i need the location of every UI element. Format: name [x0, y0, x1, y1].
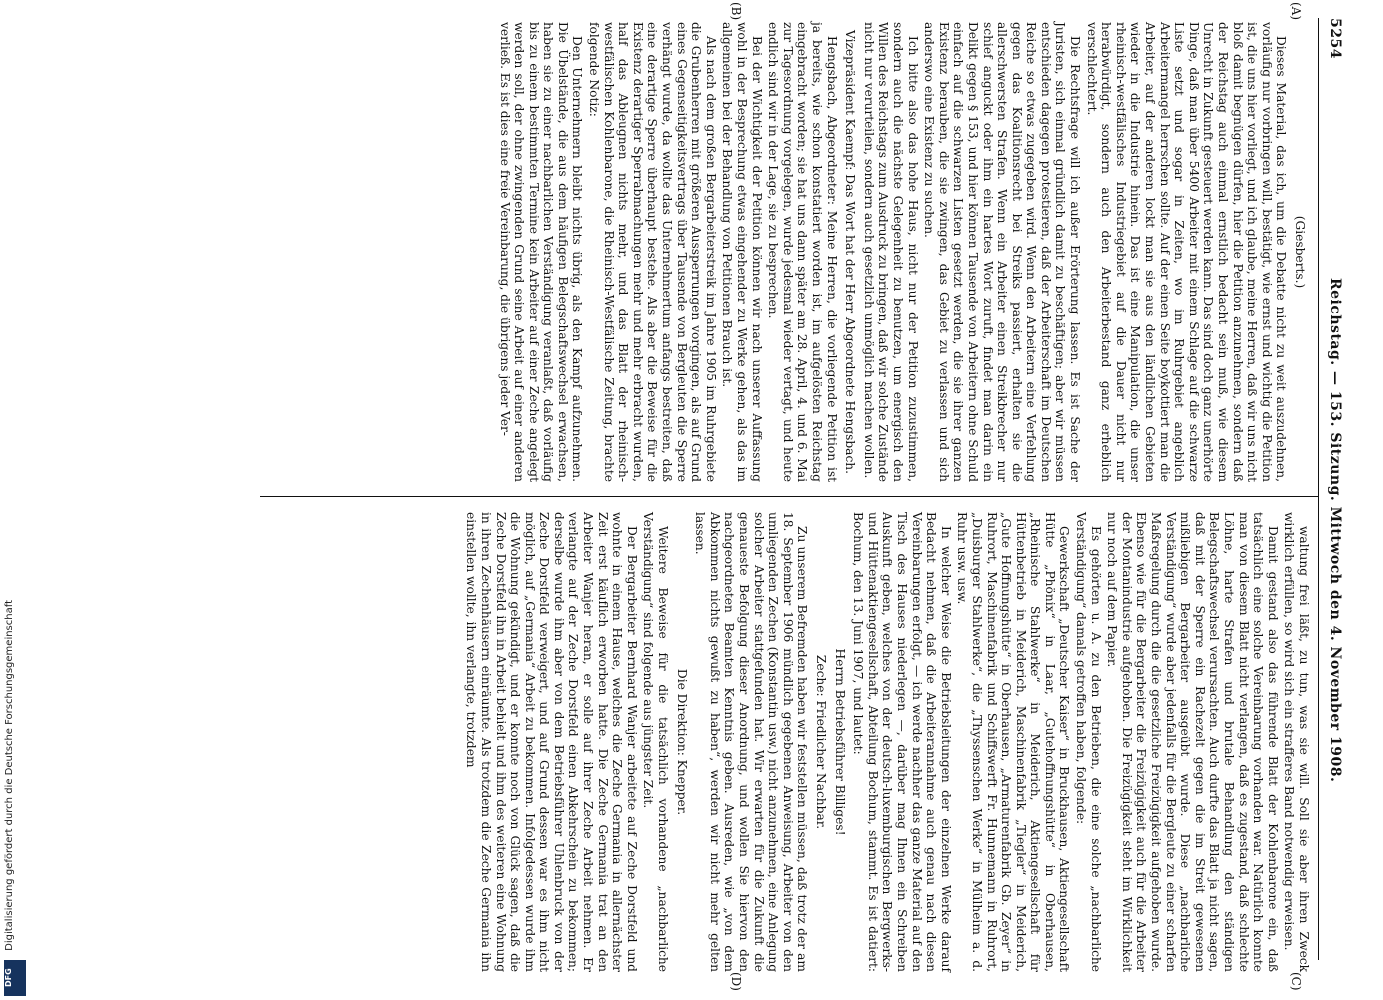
margin-letter-b: (B) — [729, 2, 743, 21]
funding-note: Digitalisierung gefördert durch die Deutsche Forschungsgemeinschaft — [4, 600, 15, 951]
paragraph: waltung frei läßt, zu tun, was sie will. Soll sie aber ihren Zweck wirklich erfüllen, so wird sich ein strafferes Band notwendig erweisen. — [1282, 512, 1311, 972]
letter-salutation: Herrn Betriebsführer Billiges! — [832, 648, 847, 836]
margin-letter-d: (D) — [729, 972, 743, 991]
paragraph: Hengsbach, Abgeordneter: Meine Herren, die vorliegende Petition ist ja bereits, wie schon konstatiert worden ist, im aufgelösten Reichstag eingebracht worden; sie hat uns dann später am 28. April, 4. und 6. Mai zur Tagesordnung vorgelegen, wurde jedesmal wieder vertagt, und heute endlich sind wir in der Lage, sie zu besprechen. — [766, 22, 839, 482]
page-number: 5254 — [1327, 18, 1343, 59]
paragraph: Die Rechtsfrage will ich außer Erörterung lassen. Es ist Sache der Juristen, sich einmal gründlich damit zu beschäftigen; aber wir müssen entschieden dagegen protestieren, daß der Arbeiterschaft im Deutschen Reiche so etwas zugegeben wird. Wenn den Arbeitern eine Verfehlung gegen das Koalitionsrecht bei Streiks passiert, erhalten sie die allerschwersten Strafen. Wenn ein Arbeiter einen Streikbrecher nur schief anguckt oder ihm ein hartes Wort zuruft, findet man darin ein Delikt gegen § 153, und hier können Tausende von Arbeitern ohne Schuld einfach auf die schwarzen Listen gesetzt werden, die sie ihrer ganzen Existenz berauben, die sie zwingen, das Gebiet zu verlassen und sich anderswo eine Existenz zu suchen. — [922, 22, 1083, 482]
paragraph: Damit gestand also das führende Blatt der Kohlenbarone ein, daß tatsächlich eine solche Vereinbarung vorhanden war. Natürlich konnte man von diesem Blatt nicht verlangen, daß es zugestand, daß schlechte Löhne, harte Strafen und brutale Behandlung den ständigen Belegschaftswechsel verursachten. Auch durfte das Blatt ja nicht sagen, daß mit der Sperre ein Rachezelt gegen die im Streit gewesenen mißliebigen Bergarbeiter ausgeübt wurde. Diese „nachbarliche Verständigung“ wurde aber jedenfalls für die Bergleute zu einer scharfen Maßregelung durch die die gesetzliche Freizügigkeit aufgehoben wurde. Ebenso wie für die Bergarbeiter die Freizügigkeit auch für die Arbeiter der Montanindustrie aufgehoben. Die Freizügigkeit steht im Wirklichkeit nur noch auf dem Papier. — [1105, 512, 1280, 972]
margin-letter-a: (A) — [1289, 2, 1303, 21]
speaker-announcement: Vizepräsident Kaempf: Das Wort hat der Herr Abgeordnete Hengsbach. — [843, 30, 858, 474]
letter-subject: Zeche: Friedlicher Nachbar. — [814, 654, 828, 830]
margin-letter-c: (C) — [1289, 972, 1303, 991]
paragraph: Es gehörten u. A. zu den Betrieben, die eine solche „nachbarliche Verständigung“ damals getroffen haben, folgende: — [1074, 512, 1103, 972]
left-column — [495, 22, 1311, 482]
page-header — [1321, 18, 1343, 960]
paragraph: Der Bergarbeiter Bernhard Wanjer arbeitete auf Zeche Dorstfeld und wohnte in einem Hause, welches die Zeche Germania in allernächster Zeit erst käuflich erworben hatte. Die Zeche Germania trat an den Arbeiter Wanjer heran, er solle auf ihrer Zeche Arbeit nehmen. Er verlangte auf der Zeche Dorstfeld einen Abkehrschein zu bekommen; derselbe wurde ihm aber von dem Betriebsführer Uhlenbruck von der Zeche Dorstfeld verweigert, und auf Grund dessen war es ihm nicht möglich, auf „Germania“ Arbeit zu bekommen. Infolgedessen wurde ihm die Wohnung gekündigt, und er konnte noch von Glück sagen, daß die Zeche Dorstfeld ihn in Arbeit behielt und ihm des weiteren eine Wohnung in ihren Zechenhäusern einräumte. Als trotzdem die Zeche Germania ihn einstellen wollte, ihn verlangte, trotzdem — [464, 512, 639, 972]
letter-signature: Die Direktion: Knepper. — [674, 668, 689, 816]
speaker-label: (Giesberts.) — [1293, 215, 1307, 289]
page-title: Reichstag. — 153. Sitzung. Mittwoch den 4. November 1908. — [1327, 278, 1343, 783]
quoted-paragraph: Den Unternehmern bleibt nichts übrig, als den Kampf aufzunehmen. Die Übelstände, die aus dem häufigen Belegschaftswechsel erwachsen, haben sie zu einer nachbarlichen Verständigung veranlaßt, daß vorläufig bis zu einem bestimmten Termine kein Arbeiter auf einer Zeche angelegt werden soll, der ohne zwingenden Grund seine Arbeit auf einer anderen verließ. Es ist dies eine freie Vereinbarung, die übrigens jeder Ver- — [497, 22, 585, 482]
paragraph: Als nach dem großen Bergarbeiterstreik im Jahre 1905 im Ruhrgebiete die Grubenherren mit größeren Aussperrungen vorgingen, als auf Grund eines Gegenseitigkeitsvertrags über Tausende von Bergleuten die Sperre verhängt wurde, da wollte das Unternehmertum anfangs bestreiten, daß eine derartige Sperre überhaupt bestehe. Als aber die Beweise für die Existenz derartiger Sperrabmachungen mehr und mehr erbracht wurden, half das Ableugnen nichts mehr, und das Blatt der rheinisch-westfälischen Kohlenbarone, die Rheinisch-Westfälische Zeitung, brachte folgende Notiz: — [587, 22, 718, 482]
dfg-logo: DFG — [4, 960, 26, 996]
paragraph: Dieses Material, das ich, um die Debatte nicht zu weit auszudehnen, vorläufig nur vorbringen will, bestätigt, wie ernst und wichtig die Petition ist, die uns hier vorliegt, und ich glaube, meine Herren, daß wir uns nicht bloß damit begnügen dürfen, hier die Petition anzunehmen, sondern daß der Reichstag auch einmal ernstlich bedacht sein muß, wie diesem Unrecht in Zukunft gesteuert werden kann. Das sind doch ganz unerhörte Dinge, daß man über 5400 Arbeiter mit einem Schlage auf die schwarze Liste setzt und sogar in Zeiten, wo im Ruhrgebiet angeblich Arbeitermangel herrschen sollte. Auf der einen Seite boykottiert man die Arbeiter, auf der anderen lockt man sie aus den ländlichen Gebieten wieder in die Industrie hinein. Das ist eine Manipulation, die unser rheinisch-westfälisches Industriegebiet auf die Dauer nicht nur herabwürdigt, sondern auch den Arbeiterbestand ganz erheblich verschlechtert. — [1084, 22, 1289, 482]
column-divider — [260, 496, 1319, 497]
paragraph: Weitere Beweise für die tatsächlich vorhandene „nachbarliche Verständigung“ sind folgende aus jüngster Zeit. — [641, 512, 671, 972]
right-column — [462, 512, 1311, 972]
paragraph: Bei der Wichtigkeit der Petition können wir nach unserer Auffassung wohl in der Besprechung etwas eingehender zu Werke gehen, als das im allgemeinen bei der Behandlung von Petitionen Brauch ist. — [720, 22, 764, 482]
letter-body: Zu unserem Befremden haben wir feststellen müssen, daß trotz der am 18. September 1906 mündlich gegebenen Anweisung, Arbeiter von den umliegenden Zechen (Konstantin usw.) nicht anzunehmen, eine Anlegung solcher Arbeiter stattgefunden hat. Wir erwarten für die Zukunft die genaueste Befolgung dieser Anordnung, und wollen Sie hiervon den nachgeordneten Beamten Kenntnis geben. Ausreden, wie „von dem Abkommen nichts gewußt zu haben“, werden wir nicht mehr gelten lassen. — [693, 512, 810, 972]
paragraph: Ich bitte also das hohe Haus, nicht nur der Petition zuzustimmen, sondern auch die nächste Gelegenheit zu benutzen, um energisch den Willen des Reichstags zum Ausdruck zu bringen, daß wir solche Zustände nicht nur verurteilen, sondern auch gesetzlich unmöglich machen wollen. — [861, 22, 920, 482]
paragraph: In welcher Weise die Betriebsleitungen der einzelnen Werke darauf Bedacht nehmen, daß die Arbeiterannahme auch genau nach diesen Vereinbarungen erfolgt, — ich werde nachher das ganze Material auf den Tisch des Hauses niederlegen —, darüber mag Ihnen ein Schreiben Auskunft geben, welches von der deutsch-luxemburgischen Bergwerks- und Hüttenaktiengesellschaft, Abteilung Bochum, stammt. Es ist datiert: Bochum, den 13. Juni 1907, und lautet: — [851, 512, 953, 972]
header-rule — [1318, 18, 1319, 960]
company-list: Gewerkschaft „Deutscher Kaiser“ in Bruckhausen, Aktiengesellschaft Hütte „Phönix“ in Laar, „Gutehoffnungshütte“ in Oberhausen, „Rheinische Stahlwerke“ in Meiderich, Aktiengesellschaft für Hüttenbetrieb in Meiderich, Maschinenfabrik „Tiegler“ in Meiderich, „Gute Hoffnungshütte“ in Oberhausen, „Armaturenfabrik Gb. Zeyer“ in Ruhrort, Maschinenfabrik und Schiffswerft Fr. Hunnemann in Ruhrort, „Duisburger Stahlwerke“, die „Thyssenschen Werke“ in Mülheim a. d. Ruhr usw. usw. — [955, 512, 1072, 972]
